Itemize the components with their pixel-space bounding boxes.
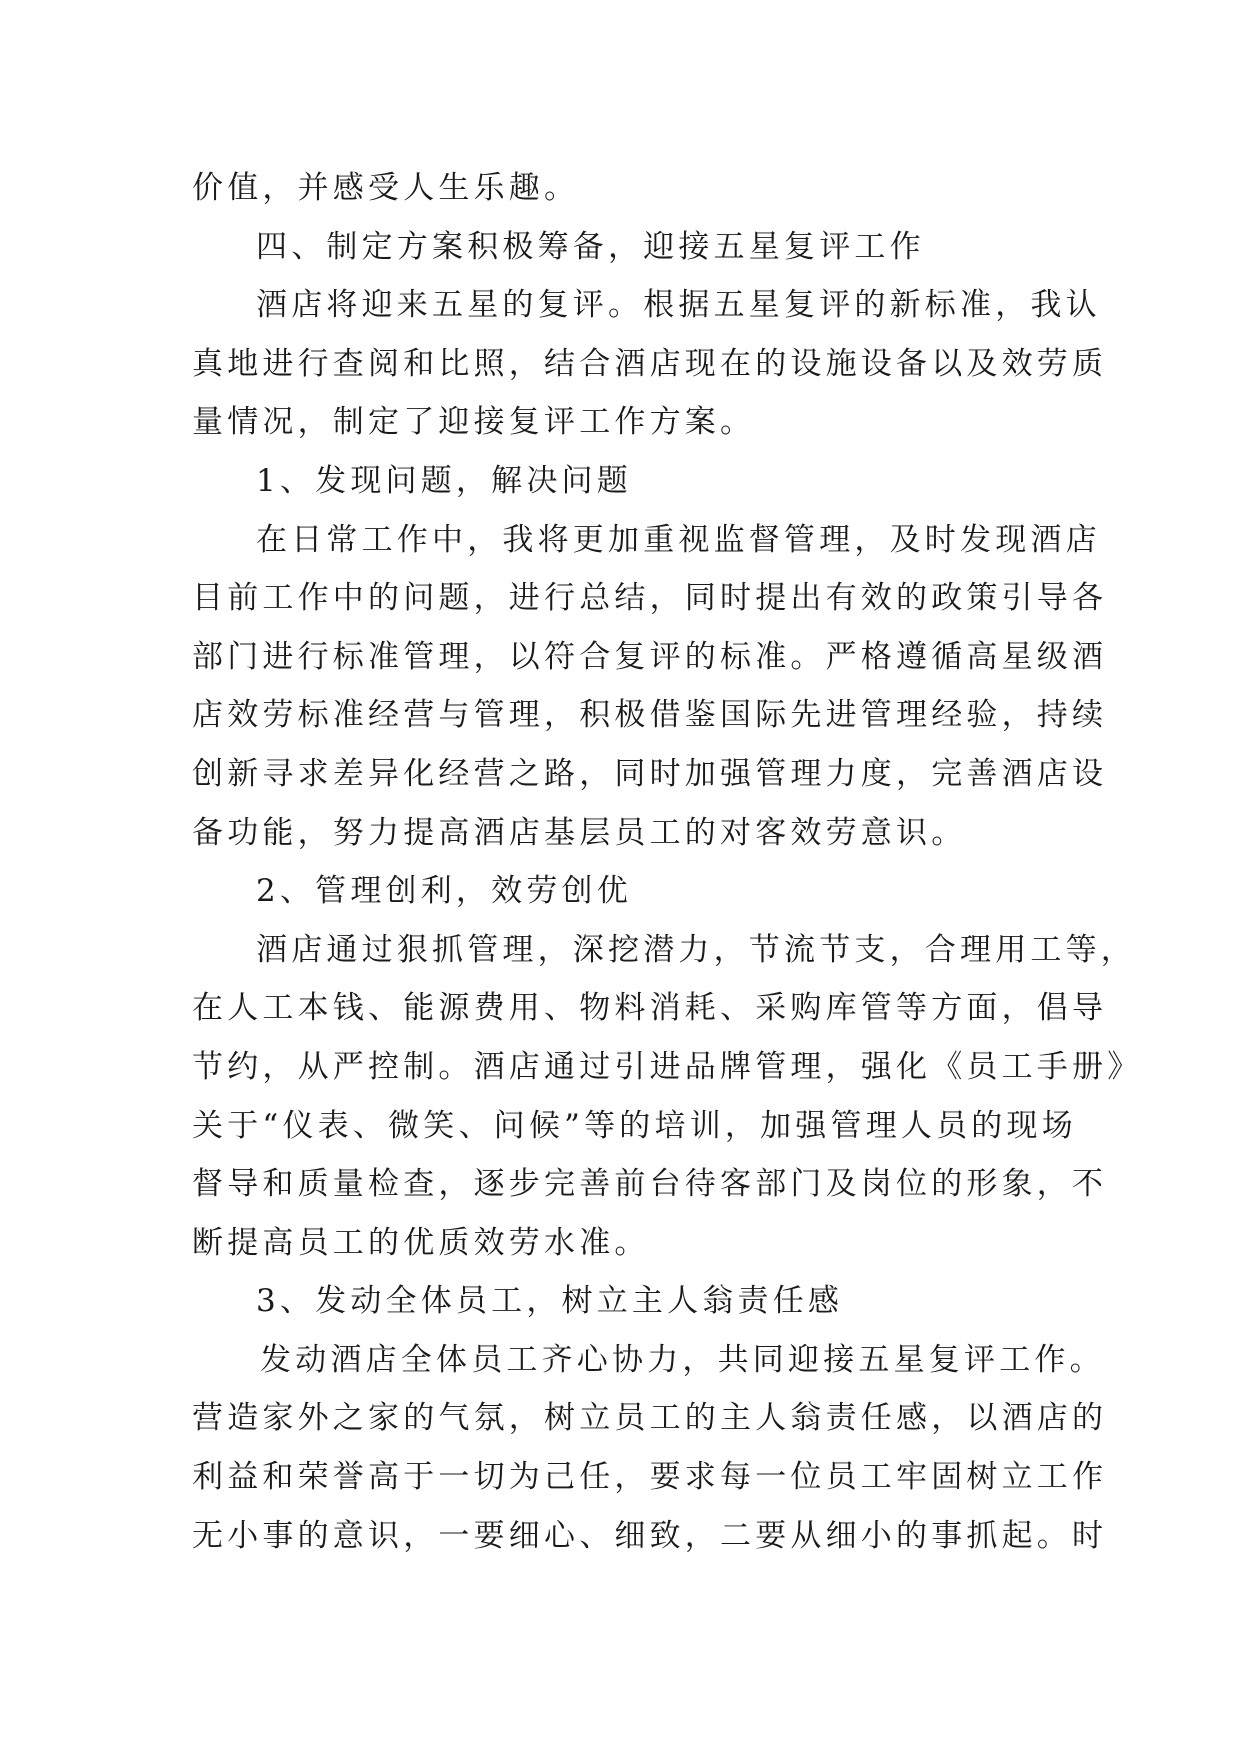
paragraph-line: 关于“仪表、微笑、问候”等的培训，加强管理人员的现场 [192,1107,1077,1144]
paragraph-line: 利益和荣誉高于一切为己任，要求每一位员工牢固树立工作 [192,1459,1108,1496]
paragraph-line: 真地进行查阅和比照，结合酒店现在的设施设备以及效劳质 [192,345,1108,382]
paragraph-line: 部门进行标准管理，以符合复评的标准。严格遵循高星级酒 [192,638,1108,675]
subsection-heading: 1、发现问题，解决问题 [256,462,632,499]
paragraph-line: 在日常工作中，我将更加重视监督管理，及时发现酒店 [256,521,1101,558]
paragraph-line: 营造家外之家的气氛，树立员工的主人翁责任感，以酒店的 [192,1400,1108,1437]
paragraph-line: 在人工本钱、能源费用、物料消耗、采购库管等方面，倡导 [192,990,1108,1027]
paragraph-line: 无小事的意识，一要细心、细致，二要从细小的事抓起。时 [192,1517,1108,1554]
paragraph-line: 目前工作中的问题，进行总结，同时提出有效的政策引导各 [192,580,1108,617]
paragraph-line: 备功能，努力提高酒店基层员工的对客效劳意识。 [192,814,967,851]
paragraph-line: 酒店将迎来五星的复评。根据五星复评的新标准，我认 [256,287,1101,324]
paragraph-line: 价值，并感受人生乐趣。 [192,170,580,206]
paragraph-line: 店效劳标准经营与管理，积极借鉴国际先进管理经验，持续 [192,697,1108,734]
paragraph-line: 发动酒店全体员工齐心协力，共同迎接五星复评工作。 [260,1341,1105,1378]
paragraph-line: 量情况，制定了迎接复评工作方案。 [192,404,756,441]
subsection-heading: 2、管理创利，效劳创优 [256,873,632,910]
document-body [192,159,1143,1565]
paragraph-line: 断提高员工的优质效劳水准。 [192,1224,650,1261]
paragraph-line: 酒店通过狠抓管理，深挖潜力，节流节支，合理用工等， [256,931,1136,968]
paragraph-line: 督导和质量检查，逐步完善前台待客部门及岗位的形象，不 [192,1166,1108,1203]
section-heading: 四、制定方案积极筹备，迎接五星复评工作 [256,228,925,265]
paragraph-line: 创新寻求差异化经营之路，同时加强管理力度，完善酒店设 [192,755,1108,792]
paragraph-line: 节约，从严控制。酒店通过引进品牌管理，强化《员工手册》 [192,1048,1143,1085]
subsection-heading: 3、发动全体员工，树立主人翁责任感 [256,1283,844,1320]
